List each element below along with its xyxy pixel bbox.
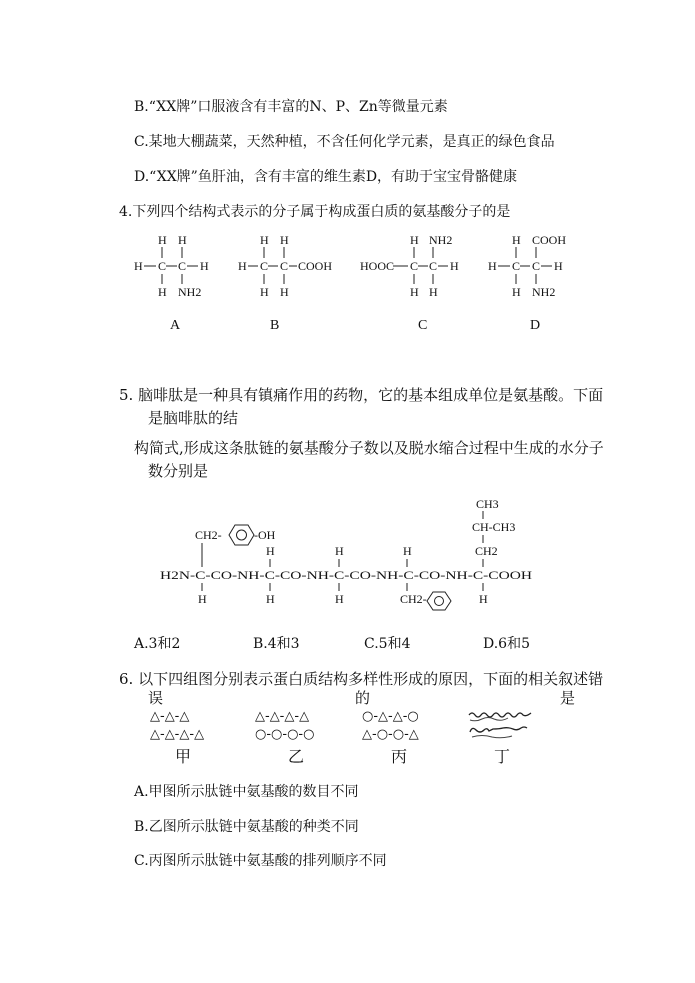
group-label-bing: 丙	[391, 747, 408, 766]
q5-choice-a: A.3和2	[134, 636, 181, 652]
svg-text:NH2: NH2	[429, 233, 453, 247]
svg-text:H: H	[266, 592, 275, 606]
svg-text:-OH: -OH	[254, 528, 276, 542]
svg-text:HOOC: HOOC	[360, 259, 395, 273]
svg-text:H: H	[260, 285, 269, 299]
svg-text:H: H	[266, 544, 275, 558]
question-6-line2-a: 误	[148, 689, 164, 707]
question-6-line2-c: 是	[560, 689, 576, 707]
option-c-top: C.某地大棚蔬菜，天然种植，不含任何化学元素，是真正的绿色食品	[134, 134, 555, 150]
label-b: B	[270, 318, 280, 333]
question-5-line1: 5. 脑啡肽是一种具有镇痛作用的药物，它的基本组成单位是氨基酸。下面	[119, 386, 604, 404]
label-d: D	[530, 318, 541, 333]
question-5-line4: 数分别是	[148, 462, 209, 480]
q4-structures	[125, 228, 595, 300]
svg-text:H: H	[335, 544, 344, 558]
q5-choice-b: B.4和3	[253, 636, 300, 652]
svg-text:CH2: CH2	[475, 544, 498, 558]
structure-a	[134, 233, 209, 299]
svg-text:H: H	[512, 233, 521, 247]
ding-folded-chains	[466, 708, 536, 740]
question-4-stem: 4.下列四个结构式表示的分子属于构成蛋白质的氨基酸分子的是	[119, 204, 511, 220]
svg-text:H: H	[479, 592, 488, 606]
q6-option-a: A.甲图所示肽链中氨基酸的数目不同	[134, 784, 359, 800]
svg-text:C: C	[429, 259, 438, 273]
q5-choice-c: C.5和4	[364, 636, 411, 652]
question-5-line3: 构简式,形成这条肽链的氨基酸分子数以及脱水缩合过程中生成的水分子	[134, 439, 604, 457]
label-c: C	[418, 318, 428, 333]
yi-chain-1: △-△-△-△	[255, 709, 310, 724]
svg-text:C: C	[410, 259, 419, 273]
svg-text:C: C	[178, 259, 187, 273]
question-5-line2: 是脑啡肽的结	[148, 409, 239, 427]
svg-text:H: H	[335, 592, 344, 606]
svg-text:H: H	[280, 233, 289, 247]
structure-b	[238, 233, 332, 299]
svg-text:CH3: CH3	[476, 497, 499, 511]
svg-text:H: H	[200, 259, 209, 273]
svg-text:H: H	[410, 233, 419, 247]
svg-text:CH2-: CH2-	[195, 528, 222, 542]
option-b-top: B.“XX牌”口服液含有丰富的N、P、Zn等微量元素	[134, 99, 448, 115]
svg-text:H: H	[260, 233, 269, 247]
q5-choice-d: D.6和5	[483, 636, 530, 652]
yi-chain-2: ○-○-○-○	[255, 727, 315, 742]
svg-text:H: H	[134, 259, 143, 273]
svg-text:COOH: COOH	[298, 259, 333, 273]
svg-text:H: H	[488, 259, 497, 273]
svg-text:CH-CH3: CH-CH3	[472, 520, 516, 534]
q6-option-c: C.丙图所示肽链中氨基酸的排列顺序不同	[134, 853, 387, 869]
svg-text:C: C	[512, 259, 521, 273]
svg-text:H: H	[198, 592, 207, 606]
jia-chain-2: △-△-△-△	[150, 727, 205, 742]
svg-text:CH2-: CH2-	[400, 592, 427, 606]
svg-text:H: H	[429, 285, 438, 299]
group-label-jia: 甲	[175, 747, 192, 766]
group-label-ding: 丁	[494, 747, 511, 766]
svg-text:H: H	[554, 259, 563, 273]
label-a: A	[170, 318, 181, 333]
svg-text:C: C	[280, 259, 289, 273]
svg-text:H: H	[403, 544, 412, 558]
svg-text:H2N-C-CO-NH-C-CO-NH-C-CO-NH-C-: H2N-C-CO-NH-C-CO-NH-C-CO-NH-C-CO-NH-C-COOH	[160, 568, 533, 582]
svg-text:C: C	[260, 259, 269, 273]
svg-text:H: H	[178, 233, 187, 247]
svg-text:C: C	[532, 259, 541, 273]
svg-text:H: H	[158, 233, 167, 247]
bing-chain-2: △-○-○-△	[362, 727, 419, 742]
option-d-top: D.“XX牌”鱼肝油，含有丰富的维生素D，有助于宝宝骨骼健康	[134, 169, 518, 185]
q6-option-b: B.乙图所示肽链中氨基酸的种类不同	[134, 819, 359, 835]
structure-d	[488, 233, 566, 299]
svg-text:COOH: COOH	[532, 233, 567, 247]
svg-text:H: H	[158, 285, 167, 299]
svg-text:H: H	[238, 259, 247, 273]
group-label-yi: 乙	[288, 747, 305, 766]
svg-text:H: H	[512, 285, 521, 299]
question-6-line2-b: 的	[355, 689, 371, 707]
svg-text:C: C	[158, 259, 167, 273]
structure-c	[360, 233, 459, 299]
enkephalin-structure	[150, 493, 540, 611]
bing-chain-1: ○-△-△-○	[362, 709, 419, 724]
svg-text:H: H	[450, 259, 459, 273]
jia-chain-1: △-△-△	[150, 709, 190, 724]
svg-text:H: H	[410, 285, 419, 299]
svg-text:H: H	[280, 285, 289, 299]
svg-text:NH2: NH2	[178, 285, 202, 299]
svg-text:NH2: NH2	[532, 285, 556, 299]
question-6-line1: 6. 以下四组图分别表示蛋白质结构多样性形成的原因，下面的相关叙述错	[119, 670, 604, 688]
